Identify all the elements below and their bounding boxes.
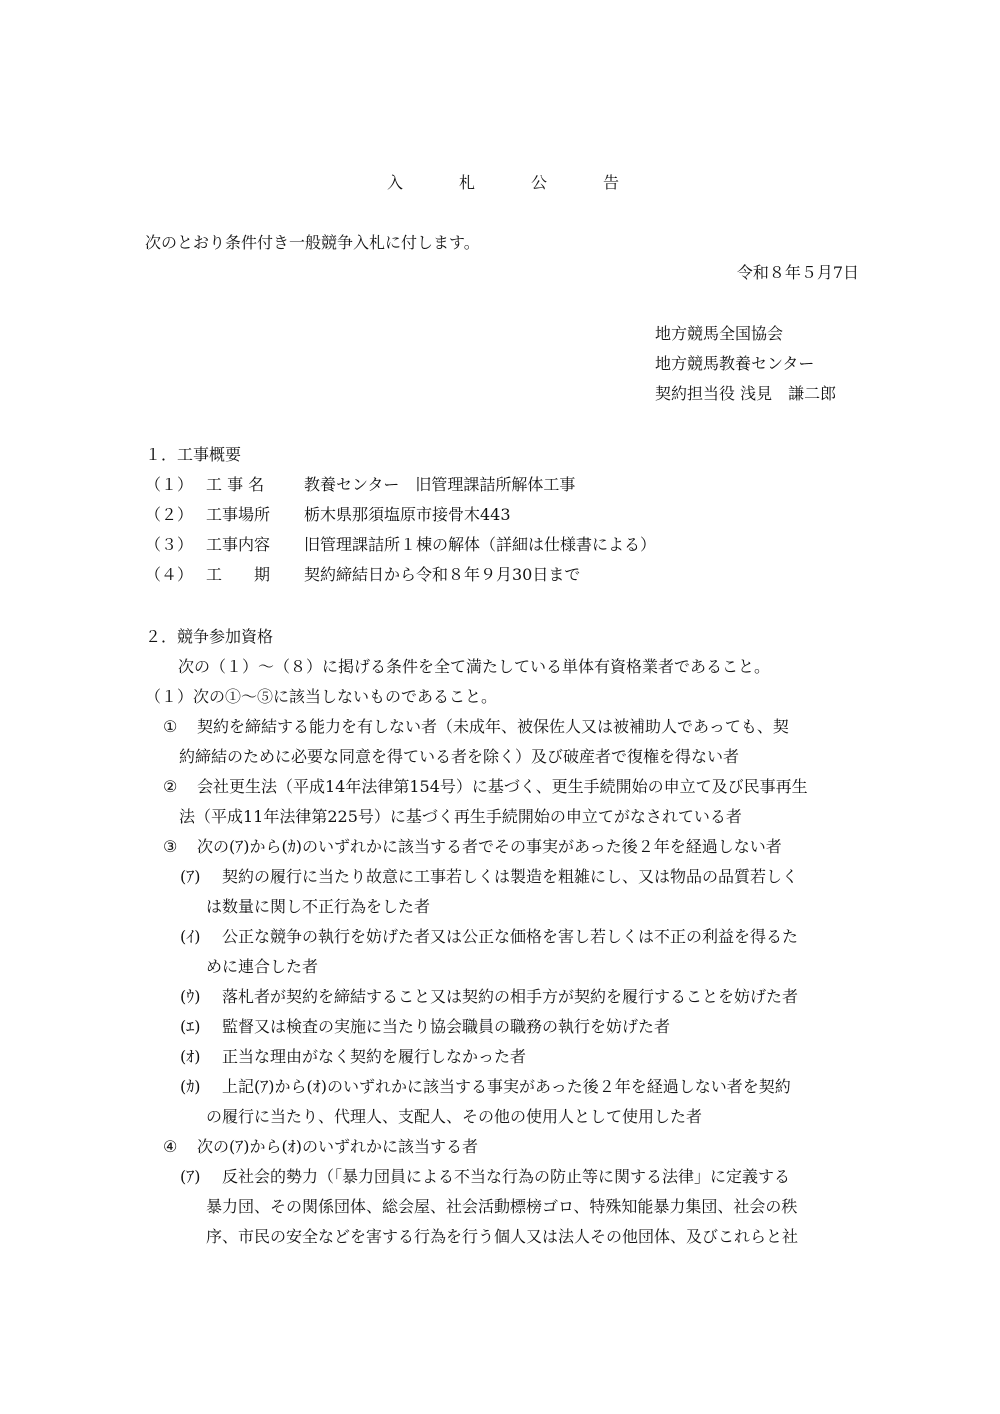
subclause-text: の履行に当たり、代理人、支配人、その他の使用人として使用した者 <box>206 1107 703 1126</box>
clause-mark: ② <box>163 777 178 796</box>
item-number: （１） <box>145 475 194 494</box>
notice-date: 令和８年５月7日 <box>736 263 859 282</box>
clause-text: 次の(ｱ)から(ｶ)のいずれかに該当する者でその事実があった後２年を経過しない者 <box>197 837 782 856</box>
subclause-mark: (ｶ) <box>180 1077 201 1096</box>
subclause-text: 暴力団、その関係団体、総会屋、社会活動標榜ゴロ、特殊知能暴力集団、社会の秩 <box>206 1197 798 1216</box>
title-char: 札 <box>459 173 476 192</box>
subclause-text: めに連合した者 <box>206 957 319 976</box>
item-value: 栃木県那須塩原市接骨木443 <box>304 505 511 524</box>
item-value: 契約締結日から令和８年９月30日まで <box>304 565 581 584</box>
issuer-officer: 契約担当役 浅見 謙二郎 <box>655 384 837 403</box>
title-char: 入 <box>387 173 404 192</box>
subsection-heading: （１）次の①～⑤に該当しないものであること。 <box>145 687 498 706</box>
section-heading: １．工事概要 <box>145 445 242 464</box>
subclause-mark: (ｲ) <box>180 927 201 946</box>
subclause-text: 正当な理由がなく契約を履行しなかった者 <box>222 1047 527 1066</box>
intro-text: 次のとおり条件付き一般競争入札に付します。 <box>145 233 480 252</box>
item-number: （２） <box>145 505 194 524</box>
clause-text: 次の(ｱ)から(ｵ)のいずれかに該当する者 <box>197 1137 478 1156</box>
item-label: 工事場所 <box>206 505 271 524</box>
subclause-mark: (ｳ) <box>180 987 201 1006</box>
clause-text: 約締結のために必要な同意を得ている者を除く）及び破産者で復権を得ない者 <box>179 747 740 766</box>
clause-text: 法（平成11年法律第225号）に基づく再生手続開始の申立てがなされている者 <box>179 807 742 826</box>
subclause-text: 序、市民の安全などを害する行為を行う個人又は法人その他団体、及びこれらと社 <box>206 1227 799 1246</box>
subclause-text: 監督又は検査の実施に当たり協会職員の職務の執行を妨げた者 <box>222 1017 671 1036</box>
subclause-text: は数量に関し不正行為をした者 <box>206 897 431 916</box>
subclause-mark: (ｱ) <box>180 867 201 886</box>
subclause-text: 公正な競争の執行を妨げた者又は公正な価格を害し若しくは不正の利益を得るた <box>222 927 799 946</box>
section-lead: 次の（１）～（８）に掲げる条件を全て満たしている単体有資格業者であること。 <box>178 657 771 676</box>
item-number: （３） <box>145 535 194 554</box>
clause-mark: ④ <box>163 1137 178 1156</box>
subclause-text: 契約の履行に当たり故意に工事若しくは製造を粗雑にし、又は物品の品質若しく <box>222 867 799 886</box>
item-value: 旧管理課詰所１棟の解体（詳細は仕様書による） <box>304 535 657 554</box>
title-char: 公 <box>531 173 548 192</box>
clause-mark: ① <box>163 717 178 736</box>
subclause-mark: (ｴ) <box>180 1017 201 1036</box>
subclause-mark: (ｵ) <box>180 1047 201 1066</box>
issuer-center: 地方競馬教養センター <box>655 354 815 373</box>
clause-text: 会社更生法（平成14年法律第154号）に基づく、更生手続開始の申立て及び民事再生 <box>197 777 808 796</box>
subclause-text: 上記(ｱ)から(ｵ)のいずれかに該当する事実があった後２年を経過しない者を契約 <box>222 1077 791 1096</box>
item-label: 工事内容 <box>206 535 271 554</box>
item-label: 工 事 名 <box>206 475 265 494</box>
item-label: 工 期 <box>206 565 271 584</box>
page-title <box>387 173 675 193</box>
title-char: 告 <box>603 173 620 192</box>
subclause-text: 反社会的勢力（「暴力団員による不当な行為の防止等に関する法律」に定義する <box>222 1167 791 1186</box>
section-heading: ２．競争参加資格 <box>145 627 274 646</box>
item-number: （４） <box>145 565 194 584</box>
subclause-text: 落札者が契約を締結すること又は契約の相手方が契約を履行することを妨げた者 <box>222 987 799 1006</box>
item-value: 教養センター 旧管理課詰所解体工事 <box>304 475 576 494</box>
clause-mark: ③ <box>163 837 178 856</box>
issuer-org: 地方競馬全国協会 <box>655 324 784 343</box>
clause-text: 契約を締結する能力を有しない者（未成年、被保佐人又は被補助人であっても、契 <box>197 717 789 736</box>
subclause-mark: (ｱ) <box>180 1167 201 1186</box>
